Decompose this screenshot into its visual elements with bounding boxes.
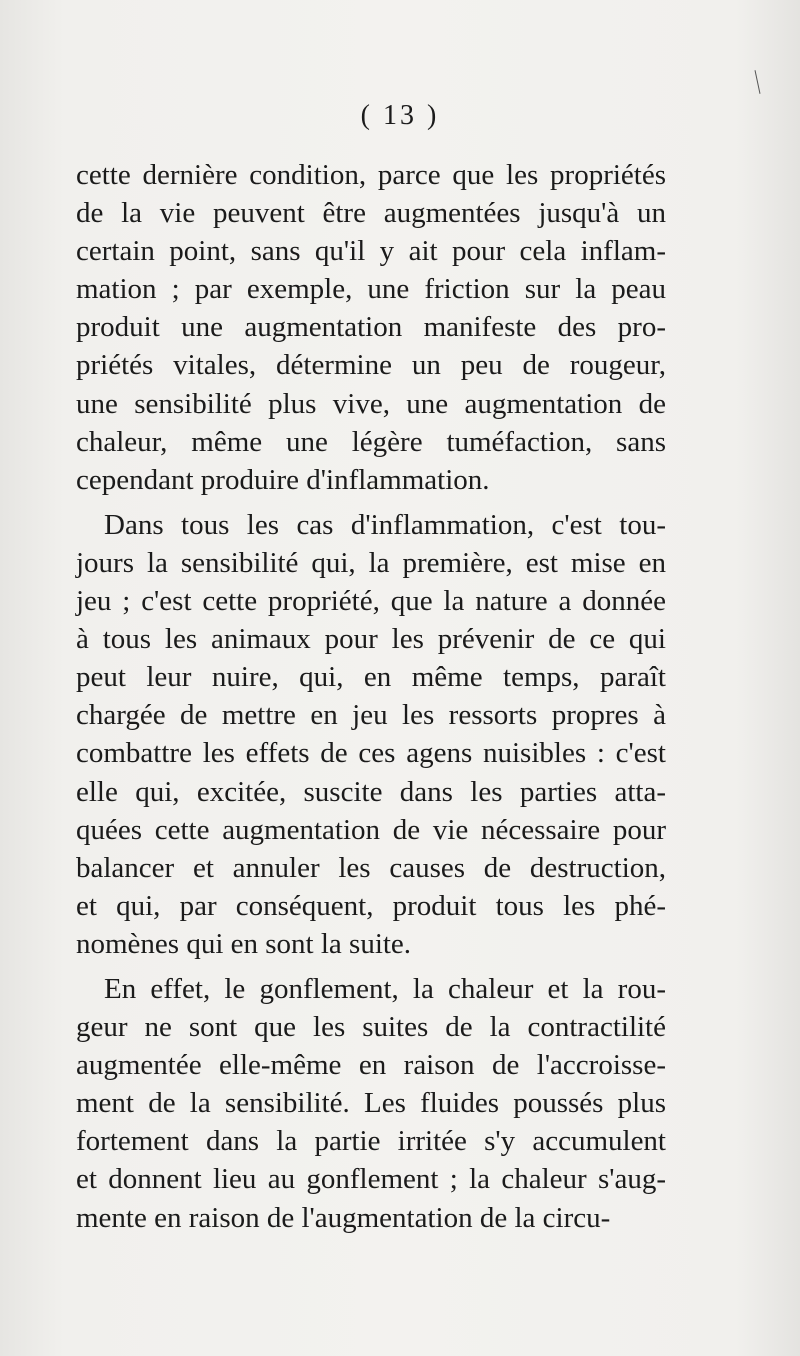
margin-mark xyxy=(755,70,761,94)
text-line: chaleur, même une légère tuméfaction, sans xyxy=(76,425,666,458)
text-line: une sensibilité plus vive, une augmentation de xyxy=(76,387,666,420)
text-line: produit une augmentation manifeste des pro- xyxy=(76,311,666,344)
text-line: quées cette augmentation de vie nécessaire pour xyxy=(76,813,666,846)
text-line: mation ; par exemple, une friction sur la peau xyxy=(76,273,666,306)
text-line: nomènes qui en sont la suite. xyxy=(76,927,412,960)
text-line: cette dernière condition, parce que les propriétés xyxy=(76,159,666,191)
text-line: fortement dans la partie irritée s'y accumulent xyxy=(76,1125,666,1158)
text-line: et donnent lieu au gonflement ; la chaleur s'aug- xyxy=(76,1163,666,1196)
paragraph xyxy=(76,970,666,1237)
text-line: geur ne sont que les suites de la contractilité xyxy=(76,1011,666,1044)
body-text xyxy=(76,156,666,1244)
text-line: chargée de mettre en jeu les ressorts propres à xyxy=(76,699,666,732)
text-line: augmentée elle-même en raison de l'accroisse- xyxy=(76,1049,666,1082)
text-line: priétés vitales, détermine un peu de rougeur, xyxy=(76,349,666,382)
text-line: mente en raison de l'augmentation de la circu- xyxy=(76,1201,611,1234)
paragraph xyxy=(76,156,666,499)
text-line: Dans tous les cas d'inflammation, c'est tou- xyxy=(104,508,666,541)
text-line: jours la sensibilité qui, la première, est mise en xyxy=(76,546,666,579)
text-line: à tous les animaux pour les prévenir de ce qui xyxy=(76,623,666,656)
paragraph xyxy=(76,506,666,963)
text-line: combattre les effets de ces agens nuisibles : c'est xyxy=(76,737,666,770)
page-number: ( 13 ) xyxy=(360,100,440,131)
text-line: elle qui, excitée, suscite dans les parties atta- xyxy=(76,775,666,808)
text-line: cependant produire d'inflammation. xyxy=(76,463,490,496)
text-line: ment de la sensibilité. Les fluides poussés plus xyxy=(76,1087,666,1120)
text-line: jeu ; c'est cette propriété, que la nature a donnée xyxy=(76,585,666,618)
text-line: balancer et annuler les causes de destruction, xyxy=(76,851,666,884)
text-line: et qui, par conséquent, produit tous les phé- xyxy=(76,889,666,922)
text-line: En effet, le gonflement, la chaleur et la rou- xyxy=(104,972,666,1005)
text-line: de la vie peuvent être augmentées jusqu'à un xyxy=(76,197,666,230)
text-line: certain point, sans qu'il y ait pour cela inflam- xyxy=(76,235,666,268)
text-line: peut leur nuire, qui, en même temps, paraît xyxy=(76,661,666,694)
